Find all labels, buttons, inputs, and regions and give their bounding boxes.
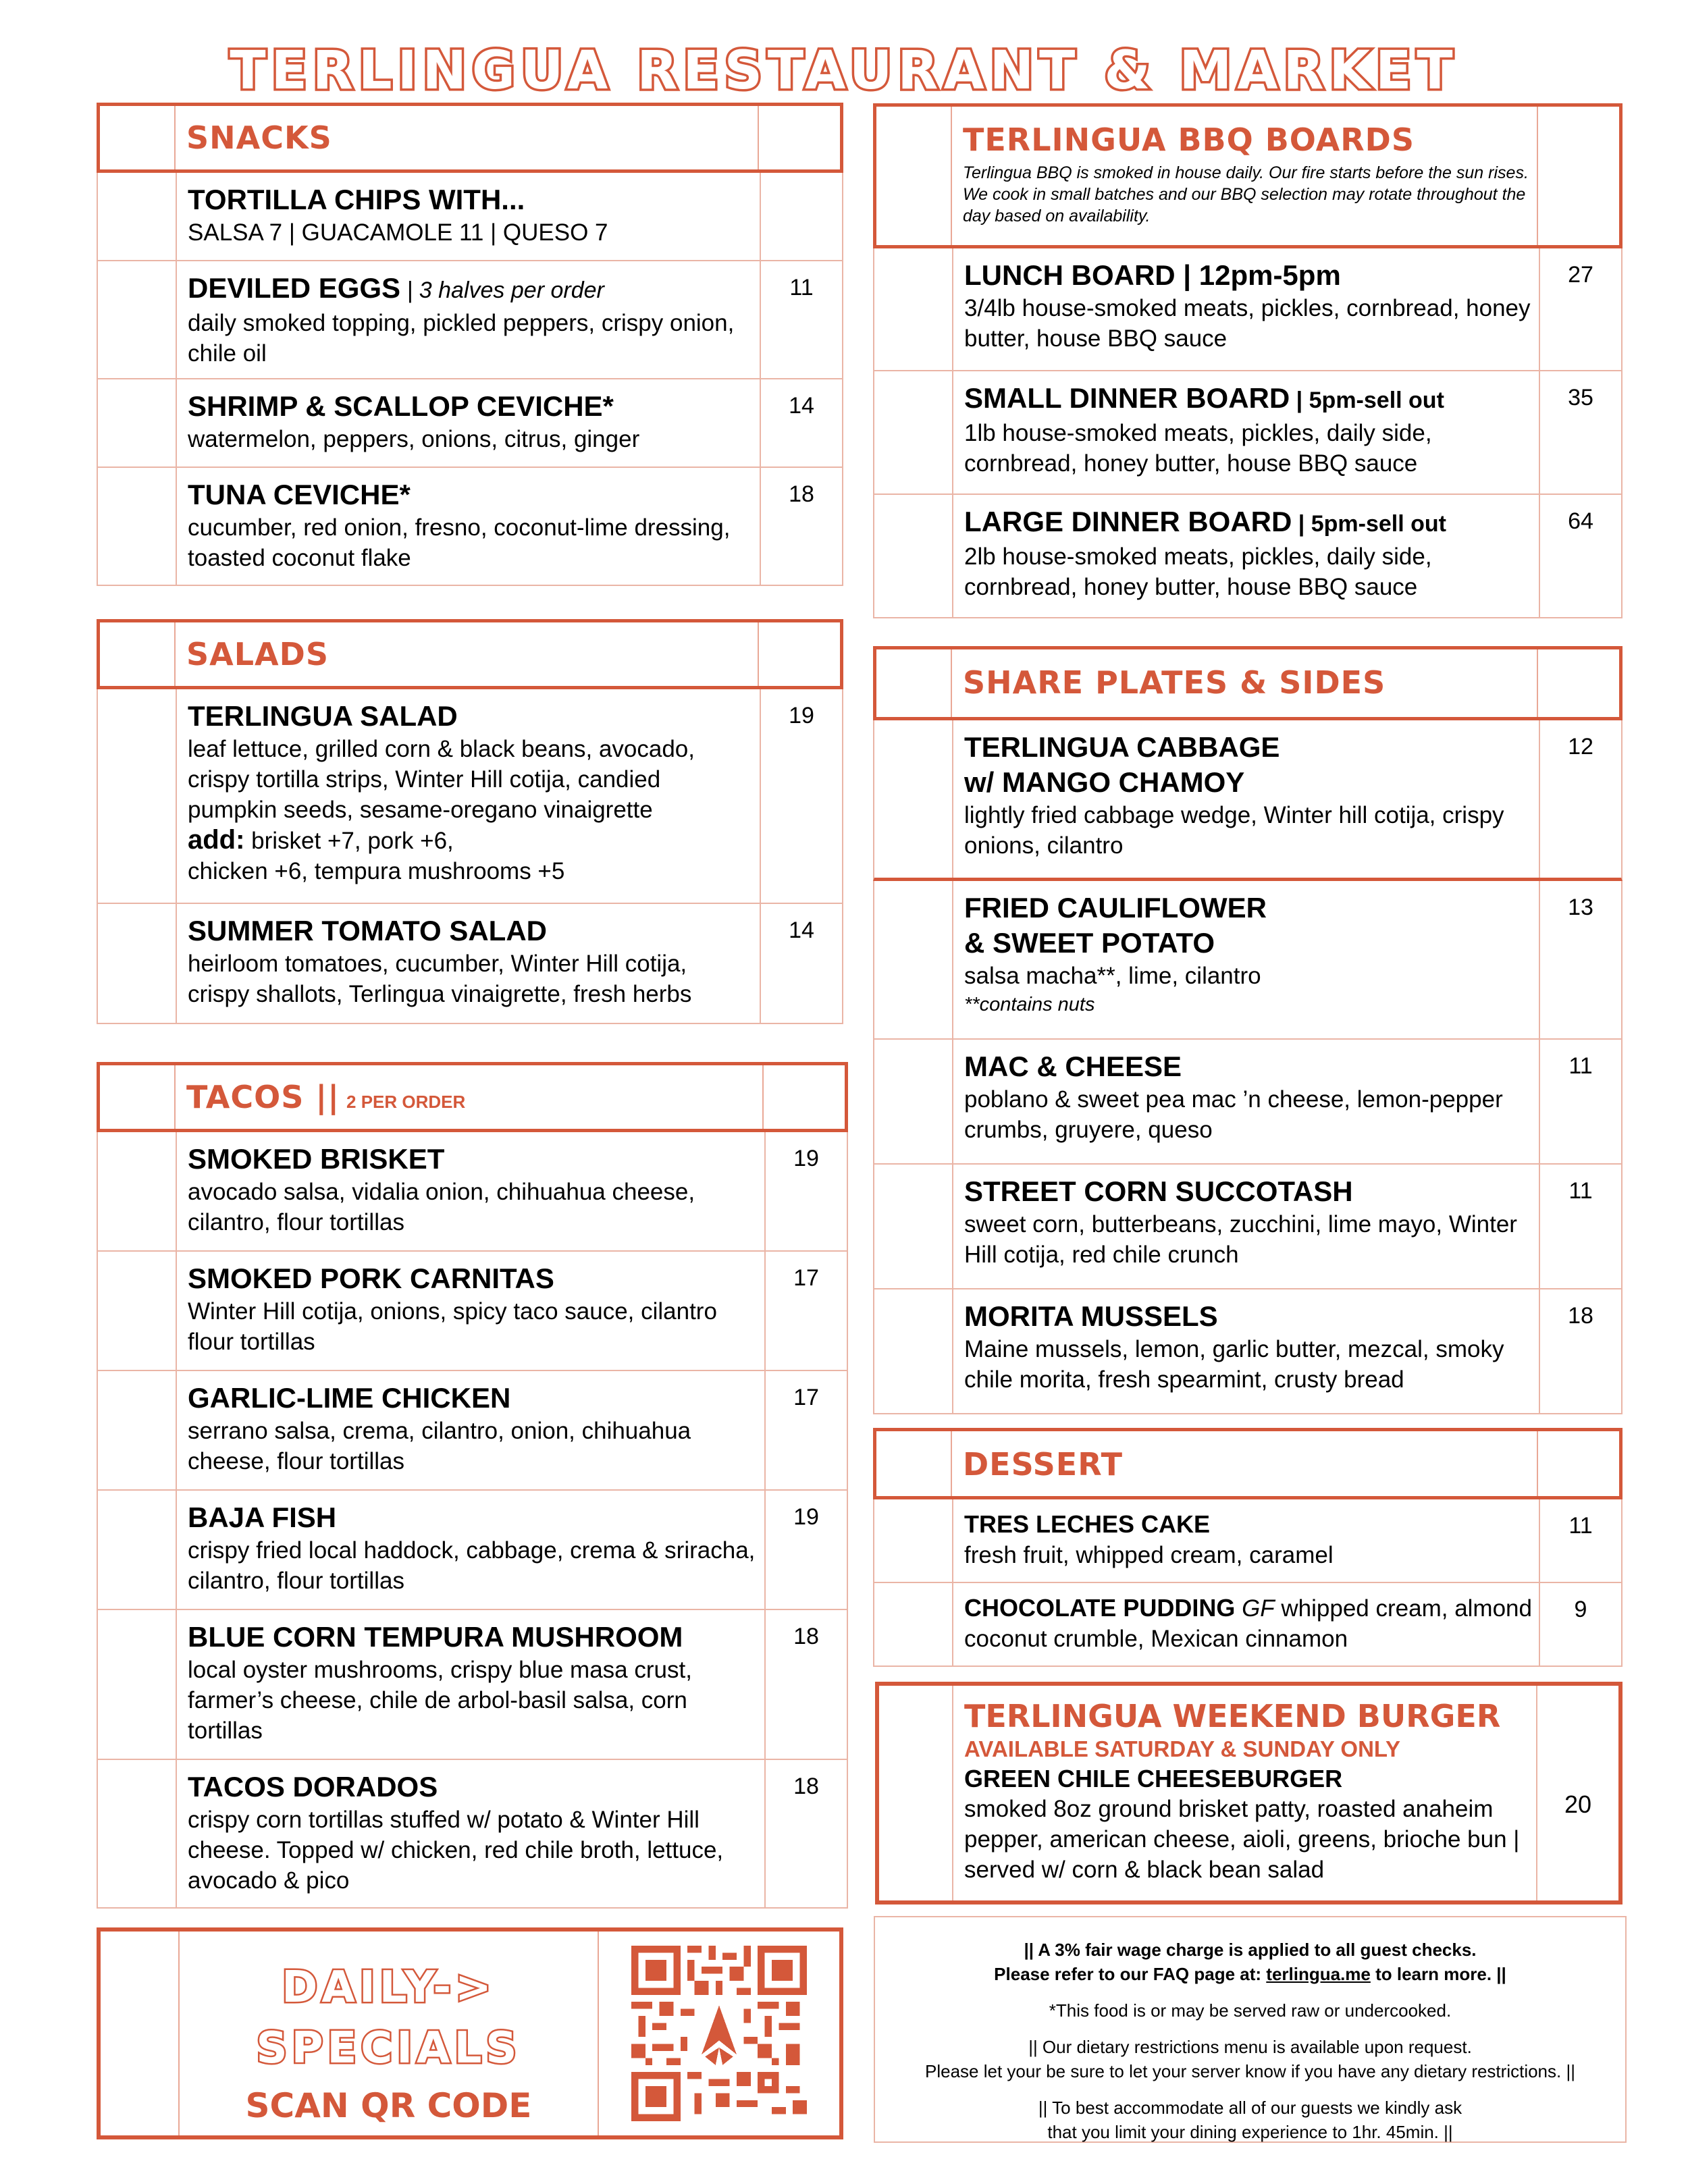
menu-item (97, 689, 843, 904)
section-title: SALADS (186, 636, 329, 672)
item-name: DEVILED EGGS (188, 272, 401, 304)
section-title: SHARE PLATES & SIDES (963, 664, 1386, 701)
item-desc: avocado salsa, vidalia onion, chihuahua cheese, cilantro, flour tortillas (188, 1179, 695, 1235)
menu-item (97, 173, 843, 261)
item-name: TERLINGUA SALAD (188, 700, 458, 732)
menu-item (97, 261, 843, 379)
section-bbq-boards (873, 103, 1623, 618)
item-name: GREEN CHILE CHEESEBURGER (964, 1765, 1343, 1792)
item-name: TUNA CEVICHE* (188, 479, 411, 510)
section-tacos (97, 1062, 848, 1909)
item-price: 9 (1539, 1583, 1621, 1666)
add-label: add: (188, 825, 245, 855)
menu-item (873, 720, 1623, 881)
item-price: 35 (1539, 371, 1621, 494)
daily-specials-box (97, 1927, 843, 2139)
item-price: 19 (764, 1491, 847, 1609)
item-aside: | 3 halves per order (400, 277, 604, 303)
item-desc: salsa macha**, lime, cilantro (964, 963, 1261, 989)
section-title: TERLINGUA BBQ BOARDS (963, 122, 1415, 158)
item-desc: poblano & sweet pea mac ’n cheese, lemon-pepper crumbs, gruyere, queso (964, 1086, 1503, 1143)
item-price: 14 (760, 904, 842, 1023)
item-desc: cucumber, red onion, fresno, coconut-lime dressing, toasted coconut flake (188, 514, 731, 571)
item-price: 20 (1536, 1686, 1618, 1900)
item-desc: Maine mussels, lemon, garlic butter, mezcal, smoky chile morita, fresh spearmint, crusty bread (964, 1336, 1504, 1393)
item-name: TERLINGUA CABBAGE (964, 731, 1280, 763)
item-price: 19 (764, 1132, 847, 1250)
item-price: 18 (764, 1760, 847, 1907)
section-note: Terlingua BBQ is smoked in house daily. Our fire starts before the sun rises. We cook in small batches and our BBQ selection may rotate throughout the day based on availability. (963, 163, 1529, 225)
section-title: SNACKS (186, 119, 332, 156)
menu-item (873, 1583, 1623, 1667)
item-name: STREET CORN SUCCOTASH (964, 1175, 1353, 1207)
item-desc: local oyster mushrooms, crispy blue masa crust, farmer’s cheese, chile de arbol-basil salsa, corn tortillas (188, 1657, 692, 1744)
item-name: TACOS DORADOS (188, 1771, 438, 1803)
specials-line-1: DAILY-> (282, 1963, 496, 2013)
item-desc: lightly fried cabbage wedge, Winter hill cotija, crispy onions, cilantro (964, 802, 1504, 859)
item-desc: daily smoked topping, pickled peppers, crispy onion, chile oil (188, 310, 735, 367)
item-name: MORITA MUSSELS (964, 1300, 1218, 1332)
faq-link[interactable]: terlingua.me (1266, 1964, 1371, 1984)
item-desc: crispy corn tortillas stuffed w/ potato & Winter Hill cheese. Topped w/ chicken, red chile broth, lettuce, avocado & pico (188, 1807, 724, 1894)
menu-item (97, 379, 843, 468)
item-price: 11 (1539, 1040, 1621, 1163)
section-title: TERLINGUA WEEKEND BURGER (964, 1698, 1501, 1734)
item-name: CHOCOLATE PUDDING (964, 1594, 1236, 1622)
item-price: 17 (764, 1252, 847, 1370)
menu-item (873, 881, 1623, 1040)
menu-item (873, 1040, 1623, 1165)
item-name: SHRIMP & SCALLOP CEVICHE* (188, 390, 614, 422)
item-price: 11 (760, 261, 842, 378)
section-snacks (97, 103, 843, 586)
section-share-plates (873, 646, 1623, 1414)
raw-food-notice: *This food is or may be served raw or undercooked. (1049, 2000, 1452, 2021)
menu-item (873, 1499, 1623, 1583)
menu-item (873, 495, 1623, 618)
gf-tag: GF (1242, 1595, 1275, 1622)
section-subtitle: AVAILABLE SATURDAY & SUNDAY ONLY (964, 1736, 1401, 1761)
item-desc: sweet corn, butterbeans, zucchini, lime mayo, Winter Hill cotija, red chile crunch (964, 1211, 1517, 1268)
item-name-line-2: & SWEET POTATO (964, 927, 1215, 959)
menu-item (97, 1252, 848, 1371)
wage-notice-line-2a: Please refer to our FAQ page at: (994, 1964, 1267, 1984)
item-name: FRIED CAULIFLOWER (964, 892, 1267, 924)
dietary-notice-line-2: Please let your be sure to let your server know if you have any dietary restrictions. || (925, 2061, 1575, 2081)
item-price: 13 (1539, 881, 1621, 1038)
menu-item (97, 1610, 848, 1760)
item-name: BAJA FISH (188, 1501, 337, 1533)
item-desc: crispy fried local haddock, cabbage, crema & sriracha, cilantro, flour tortillas (188, 1537, 756, 1594)
item-price: 18 (764, 1610, 847, 1759)
item-desc: watermelon, peppers, onions, citrus, ginger (188, 426, 640, 452)
menu-item (97, 1760, 848, 1909)
item-desc: 3/4lb house-smoked meats, pickles, cornbread, honey butter, house BBQ sauce (964, 295, 1531, 352)
section-weekend-burger (875, 1682, 1623, 1905)
page-title: TERLINGUA RESTAURANT & MARKET (230, 41, 1458, 101)
item-aside: | 5pm-sell out (1290, 388, 1444, 413)
section-title: TACOS || (186, 1079, 340, 1115)
item-name: MAC & CHEESE (964, 1050, 1182, 1082)
specials-line-3: SCAN QR CODE (245, 2086, 532, 2125)
wage-notice-line-2b: to learn more. || (1370, 1964, 1506, 1984)
item-desc: SALSA 7 | GUACAMOLE 11 | QUESO 7 (188, 219, 608, 246)
item-price: 14 (760, 379, 842, 467)
item-name: SMOKED BRISKET (188, 1143, 445, 1175)
menu-item (97, 904, 843, 1024)
item-name: TORTILLA CHIPS WITH... (188, 184, 525, 215)
item-name: LUNCH BOARD | 12pm-5pm (964, 259, 1341, 291)
menu-item (873, 1165, 1623, 1289)
add-options: brisket +7, pork +6, (244, 828, 454, 854)
item-price: 19 (760, 689, 842, 903)
item-note: **contains nuts (964, 994, 1095, 1015)
item-desc: 2lb house-smoked meats, pickles, daily side, cornbread, honey butter, house BBQ sauce (964, 543, 1432, 600)
item-desc: leaf lettuce, grilled corn & black beans, avocado, crispy tortilla strips, Winter Hill cotija, candied pumpkin seeds, sesame-oregano vinaigrette (188, 736, 695, 823)
item-name: GARLIC-LIME CHICKEN (188, 1382, 511, 1414)
section-dessert (873, 1428, 1623, 1667)
item-desc: heirloom tomatoes, cucumber, Winter Hill cotija, crispy shallots, Terlingua vinaigrette, fresh herbs (188, 951, 692, 1007)
time-limit-line-2: that you limit your dining experience to 1hr. 45min. || (1047, 2122, 1453, 2142)
section-subtitle: 2 PER ORDER (346, 1092, 466, 1112)
menu-item (97, 1491, 848, 1610)
item-name: SMOKED PORK CARNITAS (188, 1262, 554, 1294)
item-price: 17 (764, 1371, 847, 1489)
item-name: SUMMER TOMATO SALAD (188, 915, 547, 947)
item-desc: whipped cream, almond coconut crumble, Mexican cinnamon (964, 1595, 1532, 1652)
specials-line-2: SPECIALS (256, 2023, 521, 2073)
item-name-line-2: w/ MANGO CHAMOY (964, 766, 1245, 798)
section-salads (97, 619, 843, 1024)
add-options-2: chicken +6, tempura mushrooms +5 (188, 858, 565, 884)
item-desc: fresh fruit, whipped cream, caramel (964, 1542, 1334, 1568)
item-price: 64 (1539, 495, 1621, 617)
menu-item (97, 468, 843, 586)
notice-box (874, 1916, 1627, 2143)
section-title: DESSERT (963, 1446, 1123, 1483)
time-limit-line-1: || To best accommodate all of our guests we kindly ask (1038, 2098, 1462, 2118)
item-desc: smoked 8oz ground brisket patty, roasted anaheim pepper, american cheese, aioli, greens, brioche bun | served w/ corn & black bean salad (964, 1796, 1520, 1883)
item-desc: serrano salsa, crema, cilantro, onion, chihuahua cheese, flour tortillas (188, 1418, 691, 1474)
menu-item (97, 1132, 848, 1252)
item-name: BLUE CORN TEMPURA MUSHROOM (188, 1621, 683, 1653)
item-price: 12 (1539, 720, 1621, 878)
menu-item (97, 1371, 848, 1491)
item-name: LARGE DINNER BOARD (964, 506, 1292, 537)
item-price: 18 (1539, 1289, 1621, 1413)
item-name: TRES LECHES CAKE (964, 1510, 1211, 1538)
menu-item (873, 371, 1623, 495)
item-price (760, 173, 842, 260)
item-name: SMALL DINNER BOARD (964, 382, 1290, 414)
qr-code-icon[interactable] (599, 1932, 839, 2135)
item-aside: | 5pm-sell out (1292, 511, 1446, 537)
menu-item (873, 248, 1623, 371)
item-price: 18 (760, 468, 842, 585)
item-price: 11 (1539, 1499, 1621, 1582)
item-price: 27 (1539, 248, 1621, 370)
menu-item (873, 1289, 1623, 1414)
item-desc: 1lb house-smoked meats, pickles, daily side, cornbread, honey butter, house BBQ sauce (964, 420, 1432, 477)
item-price: 11 (1539, 1165, 1621, 1288)
item-desc: Winter Hill cotija, onions, spicy taco sauce, cilantro flour tortillas (188, 1298, 717, 1355)
dietary-notice-line-1: || Our dietary restrictions menu is available upon request. (1028, 2037, 1472, 2057)
wage-notice-line-1: || A 3% fair wage charge is applied to all guest checks. (1024, 1940, 1477, 1960)
